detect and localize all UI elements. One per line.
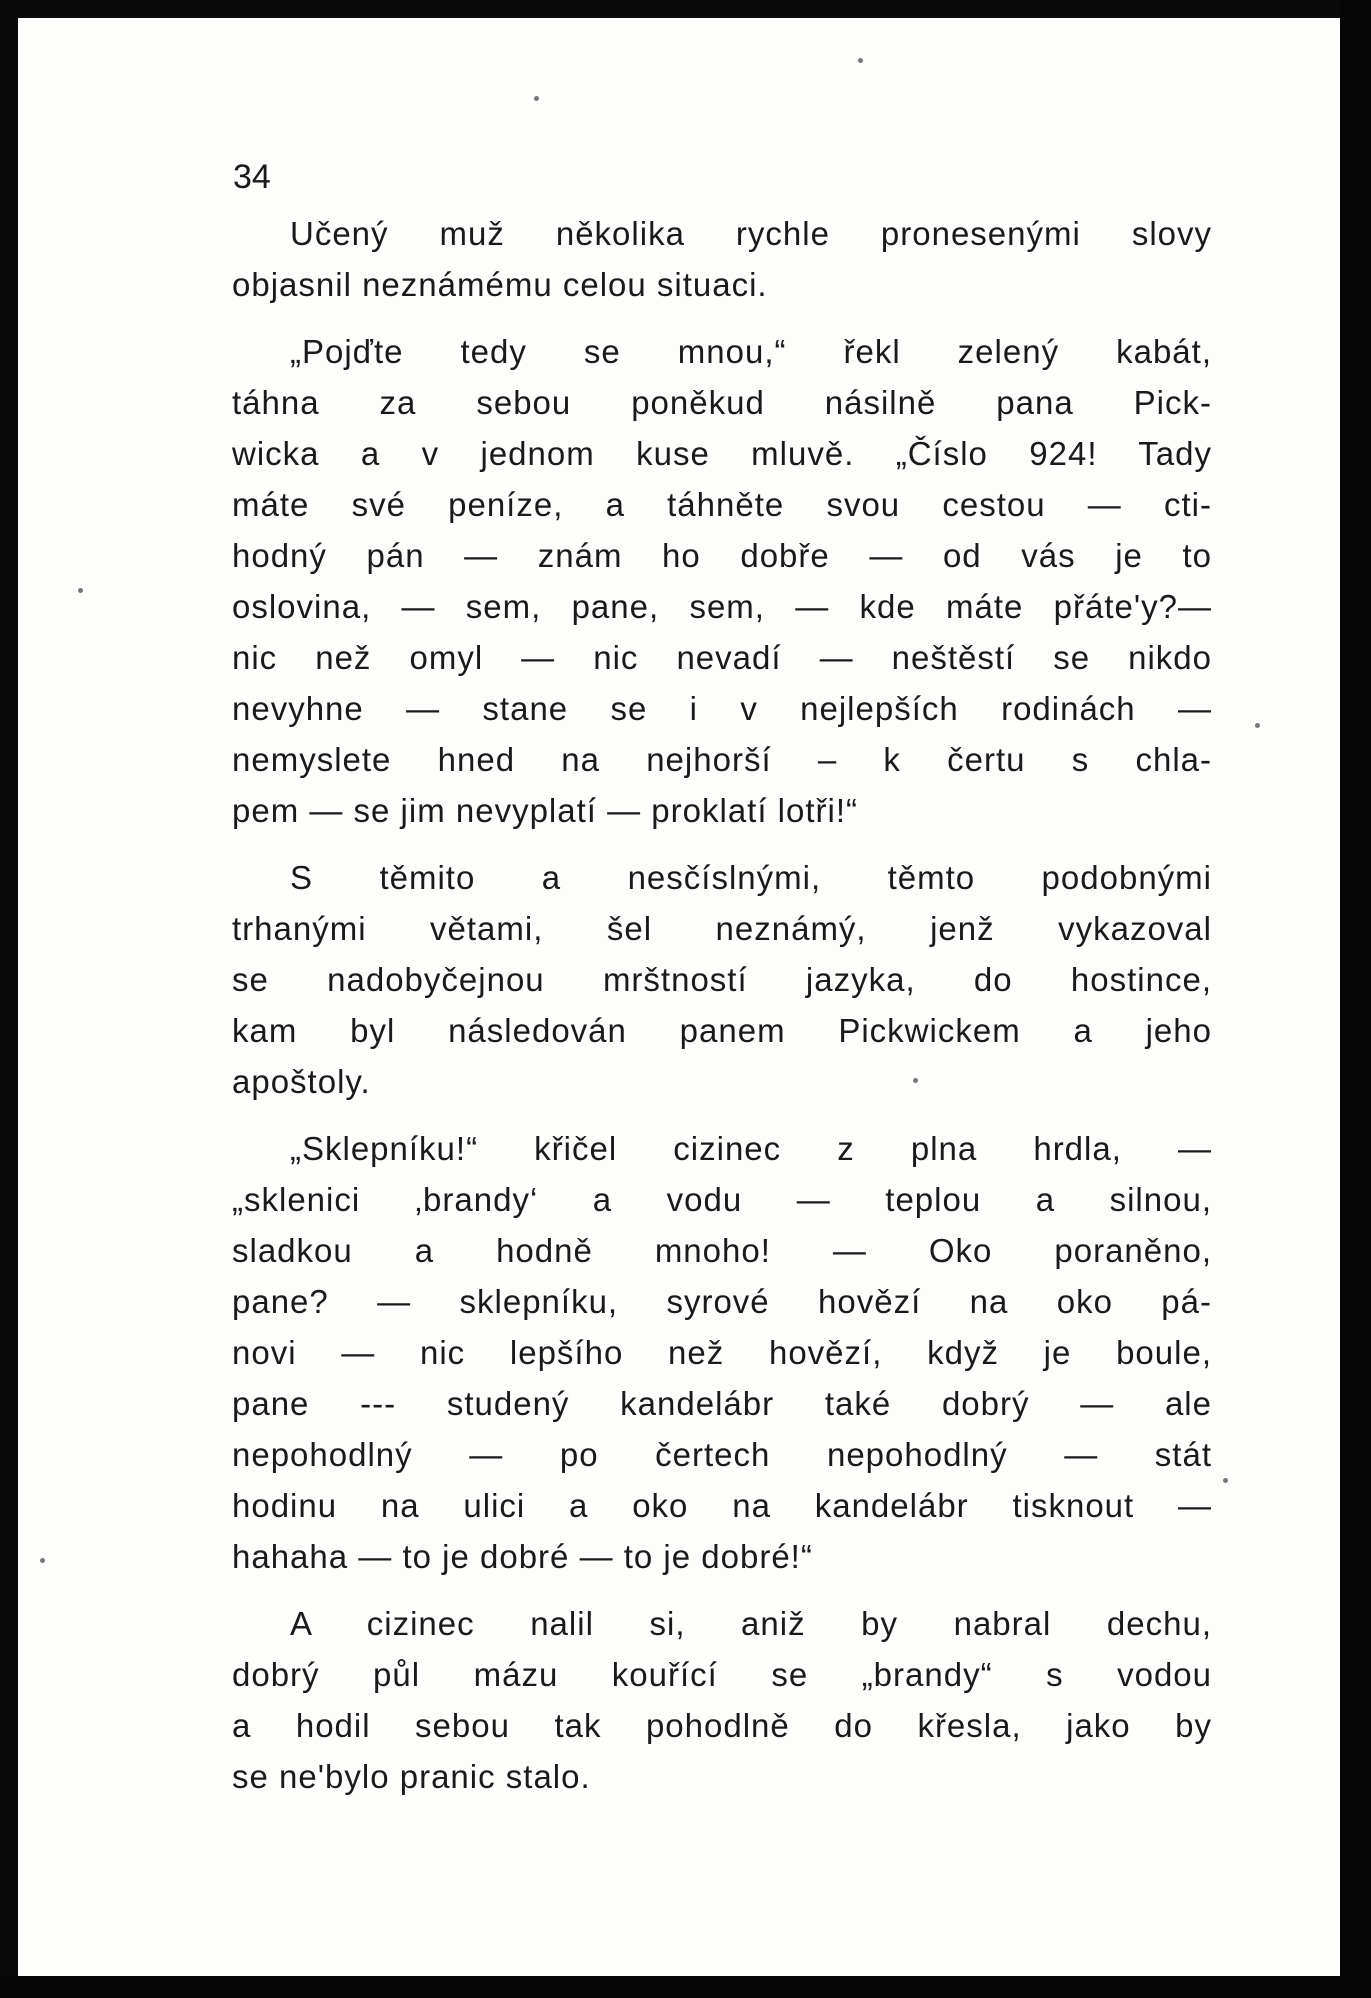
text-line: nevyhne — stane se i v nejlepších rodinách — <box>232 690 1212 727</box>
text-line: kam byl následován panem Pickwickem a jeho <box>232 1012 1212 1049</box>
page-number: 34 <box>233 158 271 196</box>
text-line: „Pojďte tedy se mnou,“ řekl zelený kabát, <box>290 333 1212 370</box>
text-line: a hodil sebou tak pohodlně do křesla, jako by <box>232 1707 1212 1744</box>
text-line: „Sklepníku!“ křičel cizinec z plna hrdla, — <box>290 1130 1212 1167</box>
text-line: A cizinec nalil si, aniž by nabral dechu, <box>290 1605 1212 1642</box>
paragraph-5 <box>232 1598 1212 1802</box>
text-line: S těmito a nesčíslnými, těmto podobnými <box>290 859 1212 896</box>
text-line: pem — se jim nevyplatí — proklatí lotři!“ <box>232 792 859 829</box>
text-line: dobrý půl mázu kouřící se „brandy“ s vodou <box>232 1656 1212 1693</box>
text-line: Učený muž několika rychle pronesenými slovy <box>290 215 1212 252</box>
paragraph-1 <box>232 208 1212 310</box>
scan-speck <box>78 588 83 593</box>
text-line: nic než omyl — nic nevadí — neštěstí se nikdo <box>232 639 1212 676</box>
text-line: máte své peníze, a táhněte svou cestou — cti- <box>232 486 1212 523</box>
paragraph-4 <box>232 1123 1212 1582</box>
scan-edge-bottom <box>0 1976 1371 1998</box>
text-line: trhanými větami, šel neznámý, jenž vykazoval <box>232 910 1212 947</box>
text-line: táhna za sebou poněkud násilně pana Pick- <box>232 384 1212 421</box>
text-line: novi — nic lepšího než hovězí, když je boule, <box>232 1334 1212 1371</box>
paragraph-3 <box>232 852 1212 1107</box>
text-line: nemyslete hned na nejhorší – k čertu s chla- <box>232 741 1212 778</box>
text-line: sladkou a hodně mnoho! — Oko poraněno, <box>232 1232 1212 1269</box>
text-line: objasnil neznámému celou situaci. <box>232 266 768 303</box>
text-line: pane? — sklepníku, syrové hovězí na oko pá- <box>232 1283 1212 1320</box>
text-line: hahaha — to je dobré — to je dobré!“ <box>232 1538 813 1575</box>
text-line: „sklenici ‚brandy‘ a vodu — teplou a silnou, <box>232 1181 1212 1218</box>
text-line: nepohodlný — po čertech nepohodlný — stát <box>232 1436 1212 1473</box>
text-line: apoštoly. <box>232 1063 371 1100</box>
text-line: se nadobyčejnou mrštností jazyka, do hostince, <box>232 961 1212 998</box>
text-line: hodinu na ulici a oko na kandelábr tisknout — <box>232 1487 1212 1524</box>
text-line: oslovina, — sem, pane, sem, — kde máte přáte'y?— <box>232 588 1212 625</box>
scan-speck <box>858 58 863 63</box>
text-line: hodný pán — znám ho dobře — od vás je to <box>232 537 1212 574</box>
text-line: wicka a v jednom kuse mluvě. „Číslo 924! Tady <box>232 435 1212 472</box>
text-body <box>232 208 1212 1802</box>
text-line: pane --- studený kandelábr také dobrý — ale <box>232 1385 1212 1422</box>
scan-speck <box>1223 1478 1228 1483</box>
scan-speck <box>1255 723 1260 728</box>
scan-speck <box>40 1558 45 1563</box>
paragraph-2 <box>232 326 1212 836</box>
text-line: se ne'bylo pranic stalo. <box>232 1758 591 1795</box>
scan-speck <box>534 96 539 101</box>
scan-edge-right <box>1340 0 1371 1998</box>
